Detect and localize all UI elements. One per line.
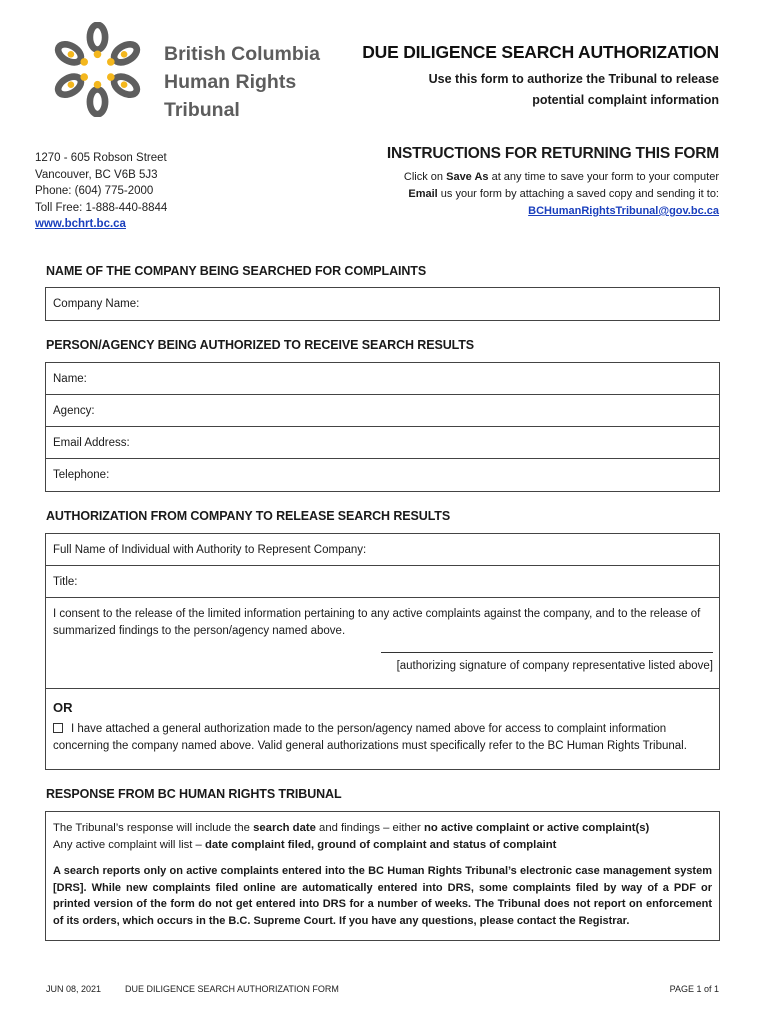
consent-text: I consent to the release of the limited information pertaining to any active complaints against the company, and to the release of: [53, 608, 701, 620]
field-label: Full Name of Individual with Authority to Represent Company:: [53, 543, 367, 556]
instructions-line: Email us your form by attaching a saved copy and sending it to:: [408, 188, 719, 200]
instructions-block: [387, 145, 719, 220]
footer-page: PAGE 1 of 1: [669, 984, 719, 994]
consent-text: summarized findings to the person/agency named above.: [53, 625, 346, 637]
response-line: The Tribunal’s response will include the search date and findings – either no active complaint or active complaint(s): [53, 822, 650, 834]
address-street: 1270 - 605 Robson Street: [35, 152, 167, 164]
response-notice: A search reports only on active complaints entered into the BC Human Rights Tribunal’s electronic case management system [DRS]. While new complaints filed online are automatically entered into DRS, some complaints filed by way of a PDF or printed version of the form do not get entered into DRS for a number of weeks. The Tribunal does not report on enforcement of its orders, which occurs in the B.C. Supreme Court. If you have any questions, please contact the Registrar.: [53, 865, 712, 927]
response-line: Any active complaint will list – date complaint filed, ground of complaint and status of complaint: [53, 838, 557, 851]
agency-field[interactable]: [46, 395, 719, 427]
section-title-authorization: AUTHORIZATION FROM COMPANY TO RELEASE SEARCH RESULTS: [46, 509, 451, 523]
telephone-field[interactable]: [46, 459, 719, 491]
logo-sun-dot: [107, 58, 115, 66]
logo-petal: [90, 89, 105, 114]
logo-sun-dot: [68, 81, 75, 88]
recipient-box: [45, 362, 720, 492]
logo-sun-dot: [121, 81, 128, 88]
bchrt-logo-icon: [50, 22, 145, 117]
signature-caption: [authorizing signature of company representative listed above]: [396, 660, 713, 672]
logo-petal: [90, 25, 105, 50]
instructions-title: INSTRUCTIONS FOR RETURNING THIS FORM: [386, 145, 719, 162]
footer-date: JUN 08, 2021: [46, 984, 102, 994]
logo-sun-dot: [80, 73, 88, 81]
field-label: Name:: [53, 372, 87, 385]
website-link[interactable]: www.bchrt.bc.ca: [35, 218, 126, 230]
logo-sun-dot: [68, 51, 75, 58]
logo-sun-dot: [107, 73, 115, 81]
recipient-name-field[interactable]: [46, 363, 719, 395]
logo-sun-dot: [121, 51, 128, 58]
section-title-company: NAME OF THE COMPANY BEING SEARCHED FOR COMPLAINTS: [46, 264, 427, 278]
address-city: Vancouver, BC V6B 5J3: [35, 168, 158, 181]
org-name-line: Tribunal: [164, 99, 240, 121]
consent-block: [46, 598, 719, 689]
email-field[interactable]: [46, 427, 719, 459]
authorization-box: [45, 533, 720, 770]
section-title-response: RESPONSE FROM BC HUMAN RIGHTS TRIBUNAL: [46, 787, 342, 801]
page-title: DUE DILIGENCE SEARCH AUTHORIZATION: [362, 42, 719, 62]
header: [362, 42, 719, 111]
instructions-line: Click on Save As at any time to save your form to your computer: [403, 171, 719, 183]
address-block: [35, 150, 167, 233]
org-name: [164, 40, 320, 124]
org-name-line: Human Rights: [164, 71, 297, 93]
response-summary: [46, 812, 719, 853]
field-label: Email Address:: [53, 436, 130, 449]
address-phone: Phone: (604) 775-2000: [35, 185, 154, 197]
logo-sun-dot: [94, 51, 102, 59]
address-toll-free: Toll Free: 1-888-440-8844: [35, 201, 168, 214]
org-name-line: British Columbia: [164, 43, 321, 65]
attach-text: I have attached a general authorization made to the person/agency named above for access to complaint information: [53, 721, 712, 738]
field-label: Title:: [53, 575, 78, 588]
field-label: Telephone:: [53, 469, 110, 481]
section-title-recipient: PERSON/AGENCY BEING AUTHORIZED TO RECEIVE SEARCH RESULTS: [46, 338, 475, 352]
company-box: [45, 287, 720, 321]
field-label: Company Name:: [53, 298, 140, 310]
general-authorization-block: [46, 689, 719, 769]
logo-sun-dot: [94, 81, 102, 89]
page-subtitle: [362, 69, 719, 111]
response-box: [45, 811, 720, 941]
footer-form-name: DUE DILIGENCE SEARCH AUTHORIZATION FORM: [125, 984, 339, 994]
attach-text: concerning the company named above. Valid general authorizations must specifically refer to the BC Human Rights Tribunal.: [53, 740, 687, 752]
field-label: Agency:: [53, 404, 95, 417]
title-field[interactable]: [46, 566, 719, 598]
authority-name-field[interactable]: [46, 534, 719, 566]
company-name-field[interactable]: [46, 288, 719, 320]
general-authorization-checkbox[interactable]: [53, 723, 63, 733]
or-label: OR: [53, 700, 73, 715]
logo-sun-dot: [80, 58, 88, 66]
subtitle-line: Use this form to authorize the Tribunal to release: [428, 72, 719, 86]
tribunal-email-link[interactable]: BCHumanRightsTribunal@gov.bc.ca: [528, 205, 719, 217]
signature-line[interactable]: [381, 652, 713, 653]
subtitle-line: potential complaint information: [532, 93, 719, 107]
